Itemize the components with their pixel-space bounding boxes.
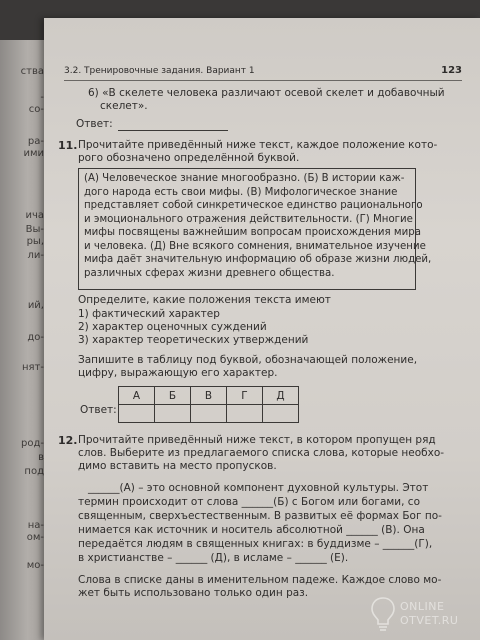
- answer-col-header: А: [119, 387, 155, 405]
- q11-answer-label: Ответ:: [80, 404, 117, 416]
- q11-answer-table: [118, 386, 299, 423]
- q12-intro-line3: димо вставить на место пропусков.: [78, 460, 277, 472]
- q11-write-line2: цифру, выражающую его характер.: [78, 367, 278, 379]
- left-page-fragment: до-: [27, 332, 44, 343]
- q10-item6-line2: скелет».: [100, 100, 148, 112]
- q12-note-line2: жет быть использовано только один раз.: [78, 587, 309, 599]
- left-page-fragment: ры,: [26, 236, 44, 247]
- lightbulb-icon: [370, 596, 396, 632]
- left-page-fragment: Вы-: [25, 224, 44, 235]
- answer-col-header: Б: [155, 387, 191, 405]
- answer-cell[interactable]: [119, 405, 155, 423]
- q11-text-box: [78, 168, 432, 290]
- q12-text-line: передаётся людям в священных книгах: в буддизме – ______(Г),: [78, 538, 433, 550]
- q11-determine: Определите, какие положения текста имеют: [78, 294, 331, 306]
- left-page-fragment: на-: [27, 520, 44, 531]
- q12-text-line: в христианстве – ______ (Д), в исламе – ______ (Е).: [78, 552, 349, 564]
- q11-box-line: мифы посвящены важнейшим вопросам происхождения мира: [84, 227, 421, 238]
- left-page-fragment: ий,: [27, 300, 44, 311]
- q10-answer-line[interactable]: [118, 130, 228, 131]
- answer-table-value-row: [119, 405, 299, 423]
- q11-box-line: различных сферах жизни древнего общества.: [84, 267, 335, 279]
- left-page-fragment: ими: [23, 148, 44, 159]
- book-page: [44, 18, 480, 640]
- answer-cell[interactable]: [191, 405, 227, 423]
- q12-intro-line2: слов. Выберите из предлагаемого списка слова, которые необхо-: [78, 447, 445, 459]
- watermark-line1: ONLINE: [400, 600, 445, 613]
- q11-write-line1: Запишите в таблицу под буквой, обозначающей положение,: [78, 354, 418, 366]
- q11-option-3: 3) характер теоретических утверждений: [78, 334, 309, 346]
- answer-table-header-row: [119, 387, 299, 405]
- q11-option-1: 1) фактический характер: [78, 308, 220, 320]
- watermark: [370, 594, 466, 634]
- answer-col-header: Г: [227, 387, 263, 405]
- q11-box-line: мифа даёт значительную информацию об образе жизни людей,: [84, 254, 432, 265]
- q11-box-line: представляет собой синкретическое единство рационального: [84, 200, 423, 211]
- q12-text-line: священным, сверхъестественным. В развитых её формах Бог по-: [78, 510, 442, 522]
- left-page-fragment: ли-: [27, 250, 44, 261]
- q11-box-line: и человека. (Д) Вне всякого сомнения, внимательное изучение: [84, 240, 426, 252]
- q12-intro-line1: Прочитайте приведённый ниже текст, в котором пропущен ряд: [78, 434, 436, 446]
- left-page-fragment: мо-: [26, 560, 44, 571]
- q11-box-line: и эмоционального отражения действительности. (Г) Многие: [84, 213, 413, 225]
- q11-intro-line2: рого обозначено определённой буквой.: [78, 152, 300, 164]
- left-page-fragment: -: [40, 92, 44, 103]
- answer-cell[interactable]: [227, 405, 263, 423]
- left-page-fragment: ра-: [27, 136, 44, 147]
- q12-text-line: ______(А) – это основной компонент духовной культуры. Этот: [88, 482, 429, 494]
- q11-box-line: дого народа есть свои мифы. (В) Мифологическое знание: [84, 186, 398, 198]
- left-page-fragment: род-: [21, 438, 44, 449]
- q12-number: 12.: [58, 434, 78, 447]
- q10-answer-label: Ответ:: [76, 118, 113, 130]
- q11-number: 11.: [58, 139, 78, 152]
- left-page-fragment: ича: [25, 210, 44, 221]
- page-header: [64, 64, 462, 81]
- q12-note-line1: Слова в списке даны в именительном падеже. Каждое слово мо-: [78, 574, 442, 586]
- section-title: 3.2. Тренировочные задания. Вариант 1: [64, 66, 255, 76]
- answer-cell[interactable]: [155, 405, 191, 423]
- answer-col-header: В: [191, 387, 227, 405]
- q12-text-line: нимается как источник и носитель абсолютной ______ (В). Она: [78, 524, 425, 536]
- q11-box-line: (А) Человеческое знание многообразно. (Б) В истории каж-: [84, 173, 405, 184]
- q11-option-2: 2) характер оценочных суждений: [78, 321, 267, 333]
- q11-intro-line1: Прочитайте приведённый ниже текст, каждое положение кото-: [78, 139, 438, 151]
- answer-col-header: Д: [263, 387, 299, 405]
- q12-text-line: термин происходит от слова ______(Б) с Богом или богами, со: [78, 496, 420, 508]
- left-page-fragment: со-: [28, 104, 44, 115]
- left-page-fragment: ства: [20, 66, 44, 77]
- answer-cell[interactable]: [263, 405, 299, 423]
- q10-item6-line1: 6) «В скелете человека различают осевой скелет и добавочный: [88, 87, 445, 99]
- page-number: 123: [441, 65, 462, 76]
- left-page-edge: [0, 40, 46, 640]
- left-page-fragment: ом-: [26, 532, 44, 543]
- left-page-fragment: под: [24, 466, 44, 477]
- watermark-line2: OTVET.RU: [400, 614, 459, 627]
- left-page-fragment: в: [38, 452, 44, 463]
- left-page-fragment: нят-: [22, 362, 44, 373]
